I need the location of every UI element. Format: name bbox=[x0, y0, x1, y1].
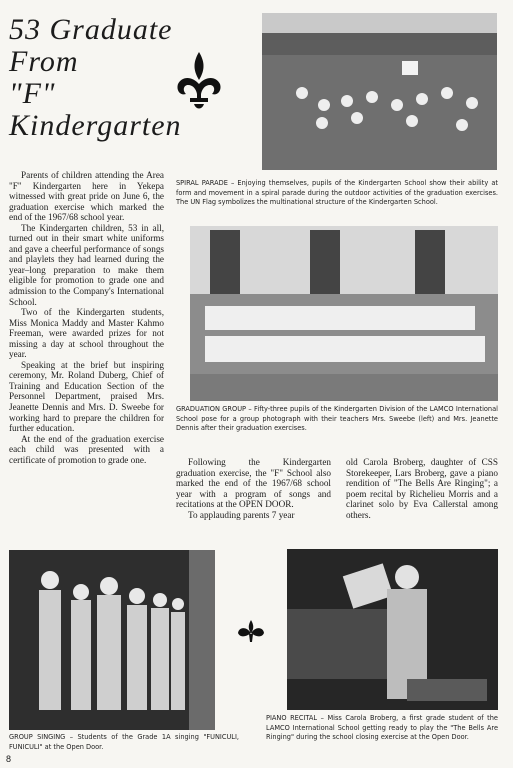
fleur-de-lis-icon bbox=[174, 50, 224, 114]
spiral-parade-photo bbox=[262, 13, 497, 170]
floral-ornament-icon bbox=[236, 618, 266, 644]
spiral-parade-caption: SPIRAL PARADE – Enjoying themselves, pupils of the Kindergarten School show their ability at form and movement in a spiral parade during the outdoor activities of the graduation exercises. The UN Flag symbolizes the multinational structure of the Kindergarten School. bbox=[176, 179, 498, 207]
group-singing-photo bbox=[9, 550, 215, 730]
paragraph: old Carola Broberg, daughter of CSS Storekeeper, Lars Broberg, gave a piano rendition of "The Bells Are Ringing"; a poem recital by Richelieu Morris and a clarinet solo by Eva Callerstal among others. bbox=[346, 457, 498, 520]
paragraph: Following the Kindergarten graduation exercise, the "F" School also marked the end of the 1967/68 school year with a program of songs and recitations at the OPEN DOOR. bbox=[176, 457, 331, 510]
paragraph: Speaking at the brief but inspiring ceremony, Mr. Roland Duberg, Chief of Training and Education Section of the Personnel Department, praised Mrs. Jeanette Dennis and Mrs. D. Sweebe for working hard to prepare the children for further education. bbox=[9, 359, 164, 434]
paragraph: To applauding parents 7 year bbox=[188, 509, 295, 520]
headline-line-3: "F" bbox=[9, 77, 56, 110]
graduation-group-photo bbox=[190, 226, 498, 401]
group-singing-caption: GROUP SINGING – Students of the Grade 1A singing "FUNICULI, FUNICULI" at the Open Door. bbox=[9, 733, 239, 751]
paragraph: Parents of children attending the Area "F" Kindergarten here in Yekepa witnessed with great pride on June 6, the graduation exercise which marked the end of the 1967/68 school year. bbox=[9, 170, 164, 223]
article-column-right bbox=[346, 457, 498, 520]
paragraph: At the end of the graduation exercise each child was presented with a certificate of promotion to grade one. bbox=[9, 433, 164, 465]
headline-line-4: Kindergarten bbox=[9, 109, 182, 142]
article-column-left bbox=[9, 170, 164, 465]
piano-recital-photo bbox=[287, 549, 498, 710]
headline-line-2: From bbox=[9, 45, 79, 78]
graduation-group-caption: GRADUATION GROUP – Fifty-three pupils of the Kindergarten Division of the LAMCO International School pose for a group photograph with their teachers Mrs. Sweebe (left) and Mrs. Jeanette Dennis after their graduation exercises. bbox=[176, 405, 498, 433]
headline-line-1: 53 Graduate bbox=[9, 13, 173, 46]
paragraph: Two of the Kindergarten students, Miss Monica Maddy and Master Kahmo Freeman, were awarded prizes for not missing a day at school throughout the year. bbox=[9, 307, 164, 360]
article-column-middle bbox=[176, 457, 331, 520]
page-number: 8 bbox=[6, 754, 12, 764]
paragraph: The Kindergarten children, 53 in all, turned out in their smart white uniforms and gave a cheerful performance of songs and playlets they had learned during the year–long preparation to make them eligible for promotion to grade one and admission to the Company's International School. bbox=[9, 222, 164, 307]
piano-recital-caption: PIANO RECITAL – Miss Carola Broberg, a first grade student of the LAMCO International School getting ready to play the "The Bells Are Ringing" during the school closing exercise at the Open Door. bbox=[266, 714, 498, 742]
